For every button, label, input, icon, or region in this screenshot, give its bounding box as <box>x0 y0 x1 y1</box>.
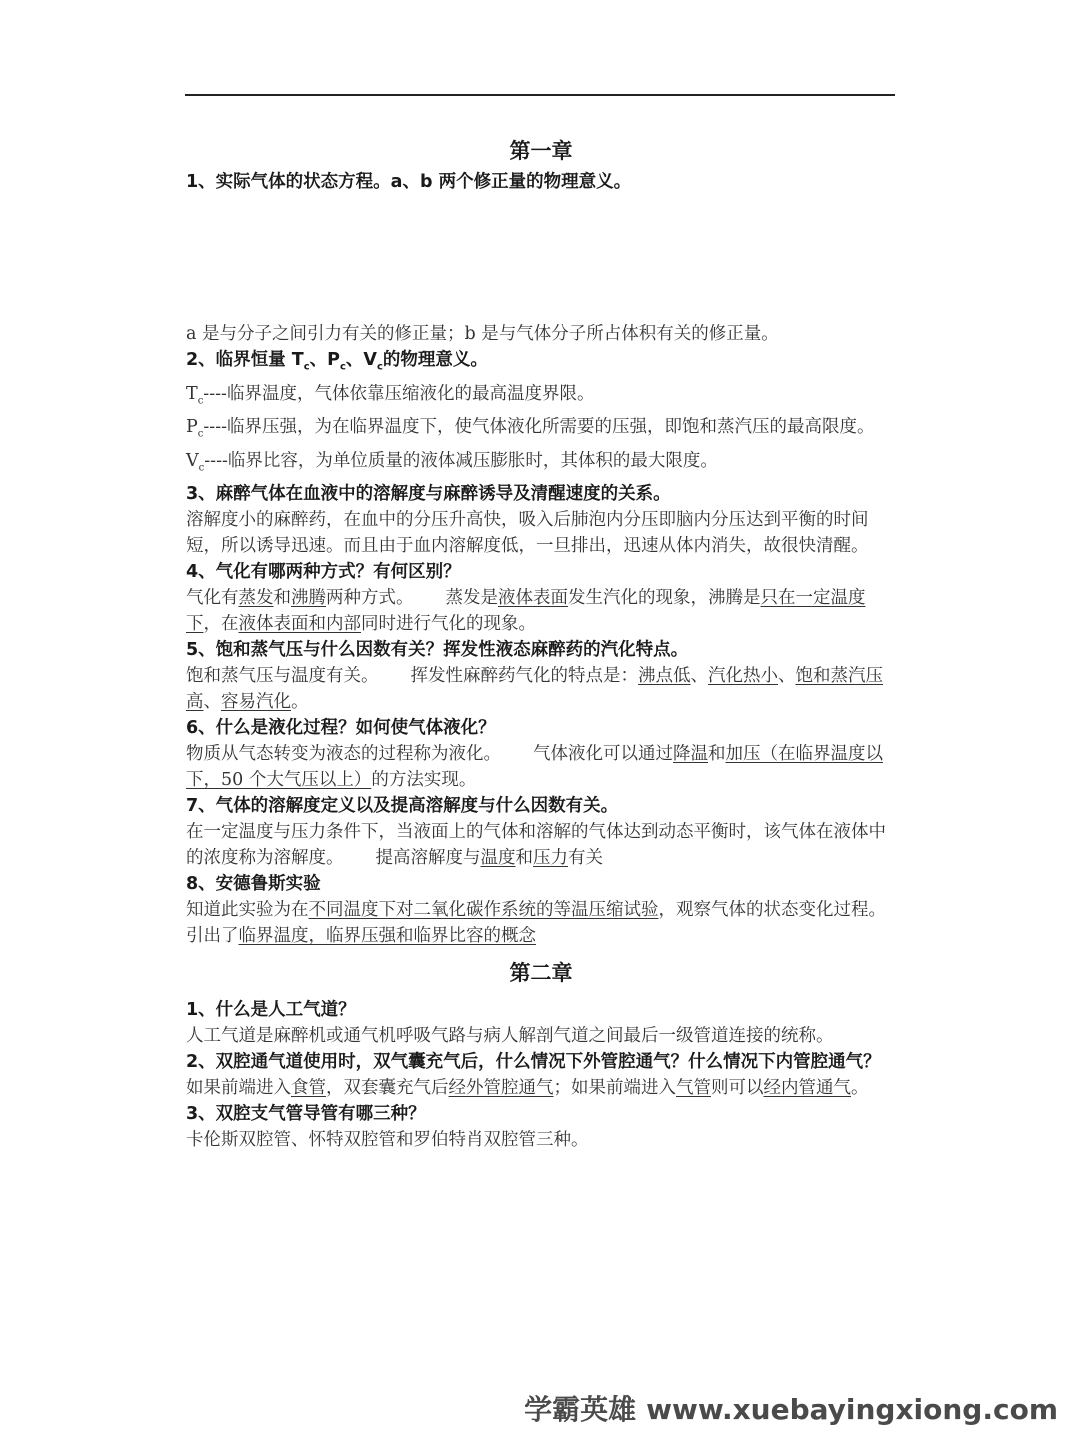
blank-space <box>186 195 896 321</box>
answer-1-7: 在一定温度与压力条件下，当液面上的气体和溶解的气体达到动态平衡时，该气体在液体中的浓度称为溶解度。 提高溶解度与温度和压力有关 <box>186 822 886 868</box>
question-1-4: 4、气化有哪两种方式？有何区别？ <box>186 562 461 582</box>
question-2-1: 1、什么是人工气道？ <box>186 1000 356 1020</box>
document-body <box>186 133 896 1153</box>
chapter-2-title: 第二章 <box>509 961 573 985</box>
answer-1-2-tc: $T_c----$临界温度，气体依靠压缩液化的最高温度界限。 <box>186 383 595 406</box>
answer-1-5: 饱和蒸气压与温度有关。 挥发性麻醉药气化的特点是：沸点低、汽化热小、饱和蒸汽压高、容易汽化。 <box>186 666 883 712</box>
answer-1-8: 知道此实验为在不同温度下对二氧化碳作系统的等温压缩试验，观察气体的状态变化过程。引出了临界温度，临界压强和临界比容的概念 <box>186 900 886 946</box>
question-1-2: 2、临界恒量 $T_c$、$P_c$、$V_c$的物理意义。 <box>186 350 488 373</box>
question-1-5: 5、饱和蒸气压与什么因数有关？挥发性液态麻醉药的汽化特点。 <box>186 640 689 660</box>
chapter-1-title: 第一章 <box>509 139 573 163</box>
answer-1-6: 物质从气态转变为液态的过程称为液化。 气体液化可以通过降温和加压（在临界温度以下，50 个大气压以上）的方法实现。 <box>186 744 883 790</box>
answer-2-3: 卡伦斯双腔管、怀特双腔管和罗伯特肖双腔管三种。 <box>186 1130 589 1150</box>
question-1-3: 3、麻醉气体在血液中的溶解度与麻醉诱导及清醒速度的关系。 <box>186 484 671 504</box>
answer-1-3: 溶解度小的麻醉药，在血中的分压升高快，吸入后肺泡内分压即脑内分压达到平衡的时间短，所以诱导迅速。而且由于血内溶解度低，一旦排出，迅速从体内消失，故很快清醒。 <box>186 510 869 556</box>
answer-1-1: a 是与分子之间引力有关的修正量；b 是与气体分子所占体积有关的修正量。 <box>186 324 779 344</box>
site-watermark: 学霸英雄 www.xuebayingxiong.com <box>524 1393 1058 1426</box>
answer-1-2-vc: $V_c----$临界比容，为单位质量的液体减压膨胀时，其体积的最大限度。 <box>186 450 718 473</box>
answer-1-4: 气化有蒸发和沸腾两种方式。 蒸发是液体表面发生汽化的现象，沸腾是只在一定温度下，在液体表面和内部同时进行气化的现象。 <box>186 588 866 634</box>
question-1-8: 8、安德鲁斯实验 <box>186 874 321 894</box>
question-1-6: 6、什么是液化过程？如何使气体液化？ <box>186 718 496 738</box>
header-rule <box>185 94 895 96</box>
answer-2-2: 如果前端进入食管，双套囊充气后经外管腔通气；如果前端进入气管则可以经内管通气。 <box>186 1078 869 1098</box>
question-1-7: 7、气体的溶解度定义以及提高溶解度与什么因数有关。 <box>186 796 619 816</box>
question-2-3: 3、双腔支气管导管有哪三种？ <box>186 1104 426 1124</box>
question-2-2: 2、双腔通气道使用时，双气囊充气后，什么情况下外管腔通气？什么情况下内管腔通气？ <box>186 1052 881 1072</box>
question-1-1: 1、实际气体的状态方程。a、b 两个修正量的物理意义。 <box>186 172 632 192</box>
answer-1-2-pc: $P_c----$临界压强，为在临界温度下，使气体液化所需要的压强，即饱和蒸汽压的最高限度。 <box>186 417 875 440</box>
answer-2-1: 人工气道是麻醉机或通气机呼吸气路与病人解剖气道之间最后一级管道连接的统称。 <box>186 1026 834 1046</box>
